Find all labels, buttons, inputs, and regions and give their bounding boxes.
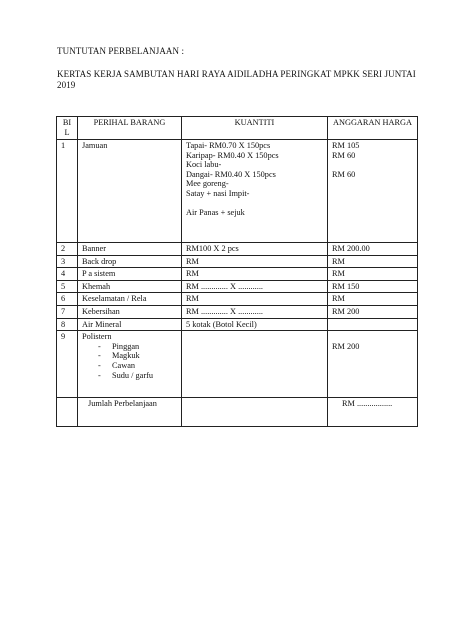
row-item [78, 331, 182, 398]
row-bil: 2 [57, 243, 78, 256]
qty-line: Satay + nasi Impit- [186, 188, 250, 198]
row-qty: RM [182, 293, 328, 306]
row-price [328, 140, 418, 243]
qty-line: Mee goreng- [186, 179, 229, 189]
row-qty: RM [182, 255, 328, 268]
row-bil: 9 [57, 331, 78, 398]
total-label: Jumlah Perbelanjaan [78, 398, 182, 427]
row-price: RM 150 [328, 280, 418, 293]
row-price-value: RM 200 [332, 341, 360, 351]
qty-line: Tapai- RM0.70 X 150pcs [186, 141, 271, 150]
row-item: Jamuan [78, 140, 182, 243]
row-bil: 8 [57, 318, 78, 331]
table-row [57, 331, 418, 398]
row-qty [182, 140, 328, 243]
qty-line [186, 199, 323, 209]
header-item: PERIHAL BARANG [78, 117, 182, 140]
row-bil: 1 [57, 140, 78, 243]
qty-line: Karipap- RM0.40 X 150pcs [186, 150, 279, 160]
table-row [57, 318, 418, 331]
table-row [57, 255, 418, 268]
list-item: - Cawan [98, 361, 177, 371]
list-item: - Magkuk [98, 351, 177, 361]
row-price [328, 331, 418, 398]
header-qty: KUANTITI [182, 117, 328, 140]
table-row [57, 140, 418, 243]
total-value: RM ................. [328, 398, 418, 427]
row-qty [182, 331, 328, 398]
row-qty: RM100 X 2 pcs [182, 243, 328, 256]
price-line: RM 60 [332, 169, 356, 179]
row-bil: 6 [57, 293, 78, 306]
document-title: TUNTUTAN PERBELANJAAN : [57, 46, 185, 56]
price-line: RM 105 [332, 141, 360, 150]
list-item: - Sudu / garfu [98, 371, 177, 381]
table-header-row [57, 117, 418, 140]
table-row [57, 305, 418, 318]
row-price [328, 318, 418, 331]
row-item: P a sistem [78, 268, 182, 281]
qty-line: Koci labu- [186, 160, 222, 170]
row-qty: 5 kotak (Botol Kecil) [182, 318, 328, 331]
list-item: - Pinggan [98, 342, 177, 352]
row-item: Air Mineral [78, 318, 182, 331]
row-bil: 3 [57, 255, 78, 268]
subitem-list [82, 342, 177, 380]
row-qty: RM [182, 268, 328, 281]
expense-table [56, 116, 418, 427]
row-price: RM 200.00 [328, 243, 418, 256]
row-price: RM [328, 255, 418, 268]
qty-line: Dangai- RM0.40 X 150pcs [186, 169, 276, 179]
header-bil: BI L [57, 117, 78, 140]
row-qty: RM ............. X ............ [182, 280, 328, 293]
document-subtitle: KERTAS KERJA SAMBUTAN HARI RAYA AIDILADHA PERINGKAT MPKK SERI JUNTAI 2019 [57, 69, 416, 90]
table-row [57, 243, 418, 256]
table-row [57, 280, 418, 293]
row-bil: 7 [57, 305, 78, 318]
row-bil: 5 [57, 280, 78, 293]
row-price: RM [328, 293, 418, 306]
row-price: RM [328, 268, 418, 281]
header-price: ANGGARAN HARGA [328, 117, 418, 140]
row-bil: 4 [57, 268, 78, 281]
row-qty: RM ............. X ............ [182, 305, 328, 318]
row-item: Keselamatan / Rela [78, 293, 182, 306]
row-item: Banner [78, 243, 182, 256]
table-row [57, 268, 418, 281]
total-row [57, 398, 418, 427]
row-item-label: Polistern [82, 332, 112, 342]
row-price: RM 200 [328, 305, 418, 318]
table-row [57, 293, 418, 306]
row-item: Kebersihan [78, 305, 182, 318]
row-item: Back drop [78, 255, 182, 268]
qty-line: Air Panas + sejuk [186, 208, 245, 218]
price-line [332, 160, 413, 170]
row-item: Khemah [78, 280, 182, 293]
price-line: RM 60 [332, 150, 356, 160]
